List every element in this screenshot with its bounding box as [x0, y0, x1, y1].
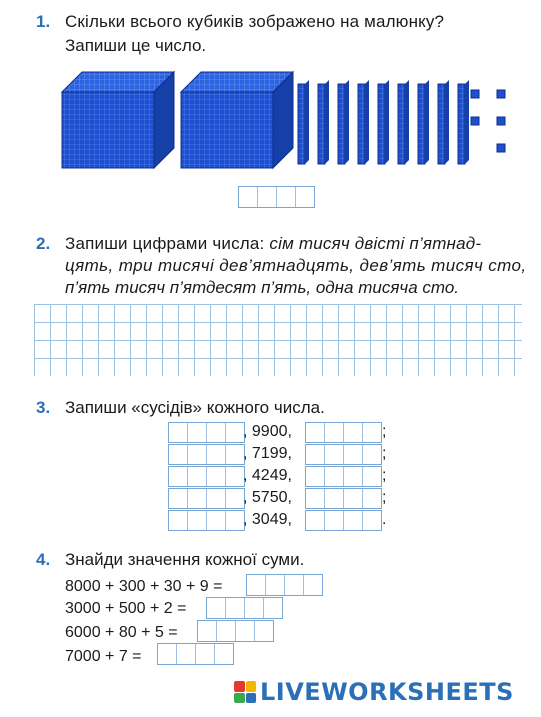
ten-rods — [298, 80, 469, 164]
task-1-answer-box[interactable] — [238, 186, 315, 208]
given-number: , 4249, — [243, 467, 292, 484]
given-number: , 5750, — [243, 489, 292, 506]
next-number-box[interactable] — [305, 510, 382, 531]
liveworksheets-logo-icon — [234, 681, 256, 703]
task-4-number: 4. — [36, 550, 51, 569]
previous-number-box[interactable] — [168, 444, 245, 465]
next-number-box[interactable] — [305, 488, 382, 509]
sum-answer-box[interactable] — [246, 574, 323, 596]
liveworksheets-logo — [234, 679, 514, 705]
previous-number-box[interactable] — [168, 510, 245, 531]
task-3-number: 3. — [36, 398, 51, 417]
task-1-question: Скільки всього кубиків зображено на малюнку? — [65, 12, 445, 31]
given-number: , 3049, — [243, 511, 292, 528]
task-2-line-1 — [65, 232, 481, 256]
liveworksheets-logo-text: LIVEWORKSHEETS — [260, 678, 514, 706]
previous-number-box[interactable] — [168, 488, 245, 509]
task-2-answer-grid[interactable] — [34, 304, 522, 376]
thousand-cube — [62, 72, 174, 168]
previous-number-box[interactable] — [168, 466, 245, 487]
row-end-mark: ; — [382, 445, 387, 462]
task-2-line-2: цять, три тисячі дев’ятнадцять, дев’ять тисяч сто, — [65, 256, 527, 275]
row-end-mark: ; — [382, 467, 387, 484]
given-number: , 9900, — [243, 423, 292, 440]
sum-answer-box[interactable] — [157, 643, 234, 665]
given-number: , 7199, — [243, 445, 292, 462]
next-number-box[interactable] — [305, 422, 382, 443]
task-4-title: Знайди значення кожної суми. — [65, 550, 305, 569]
sum-answer-box[interactable] — [206, 597, 283, 619]
sum-expression: 6000 + 80 + 5 = — [65, 624, 178, 641]
task-2-instruction: Запиши цифрами числа: — [65, 234, 270, 253]
next-number-box[interactable] — [305, 466, 382, 487]
task-3-title: Запиши «сусідів» кожного числа. — [65, 398, 325, 417]
task-2-line-3: п’ять тисяч п’ятдесят п’ять, одна тисяча сто. — [65, 278, 460, 297]
task-1-number: 1. — [36, 12, 51, 31]
row-end-mark: . — [382, 511, 387, 528]
next-number-box[interactable] — [305, 444, 382, 465]
sum-expression: 7000 + 7 = — [65, 648, 142, 665]
row-end-mark: ; — [382, 489, 387, 506]
task-2-number: 2. — [36, 234, 51, 253]
sum-expression: 3000 + 500 + 2 = — [65, 600, 187, 617]
previous-number-box[interactable] — [168, 422, 245, 443]
sum-expression: 8000 + 300 + 30 + 9 = — [65, 578, 223, 595]
task-2-numbers-part-1: сім тисяч двісті п’ятнад- — [269, 234, 482, 253]
base-ten-blocks — [60, 70, 520, 170]
sum-answer-box[interactable] — [197, 620, 274, 642]
unit-cubes — [471, 90, 505, 152]
row-end-mark: ; — [382, 423, 387, 440]
task-1-instruction: Запиши це число. — [65, 36, 207, 55]
thousand-cube — [181, 72, 293, 168]
